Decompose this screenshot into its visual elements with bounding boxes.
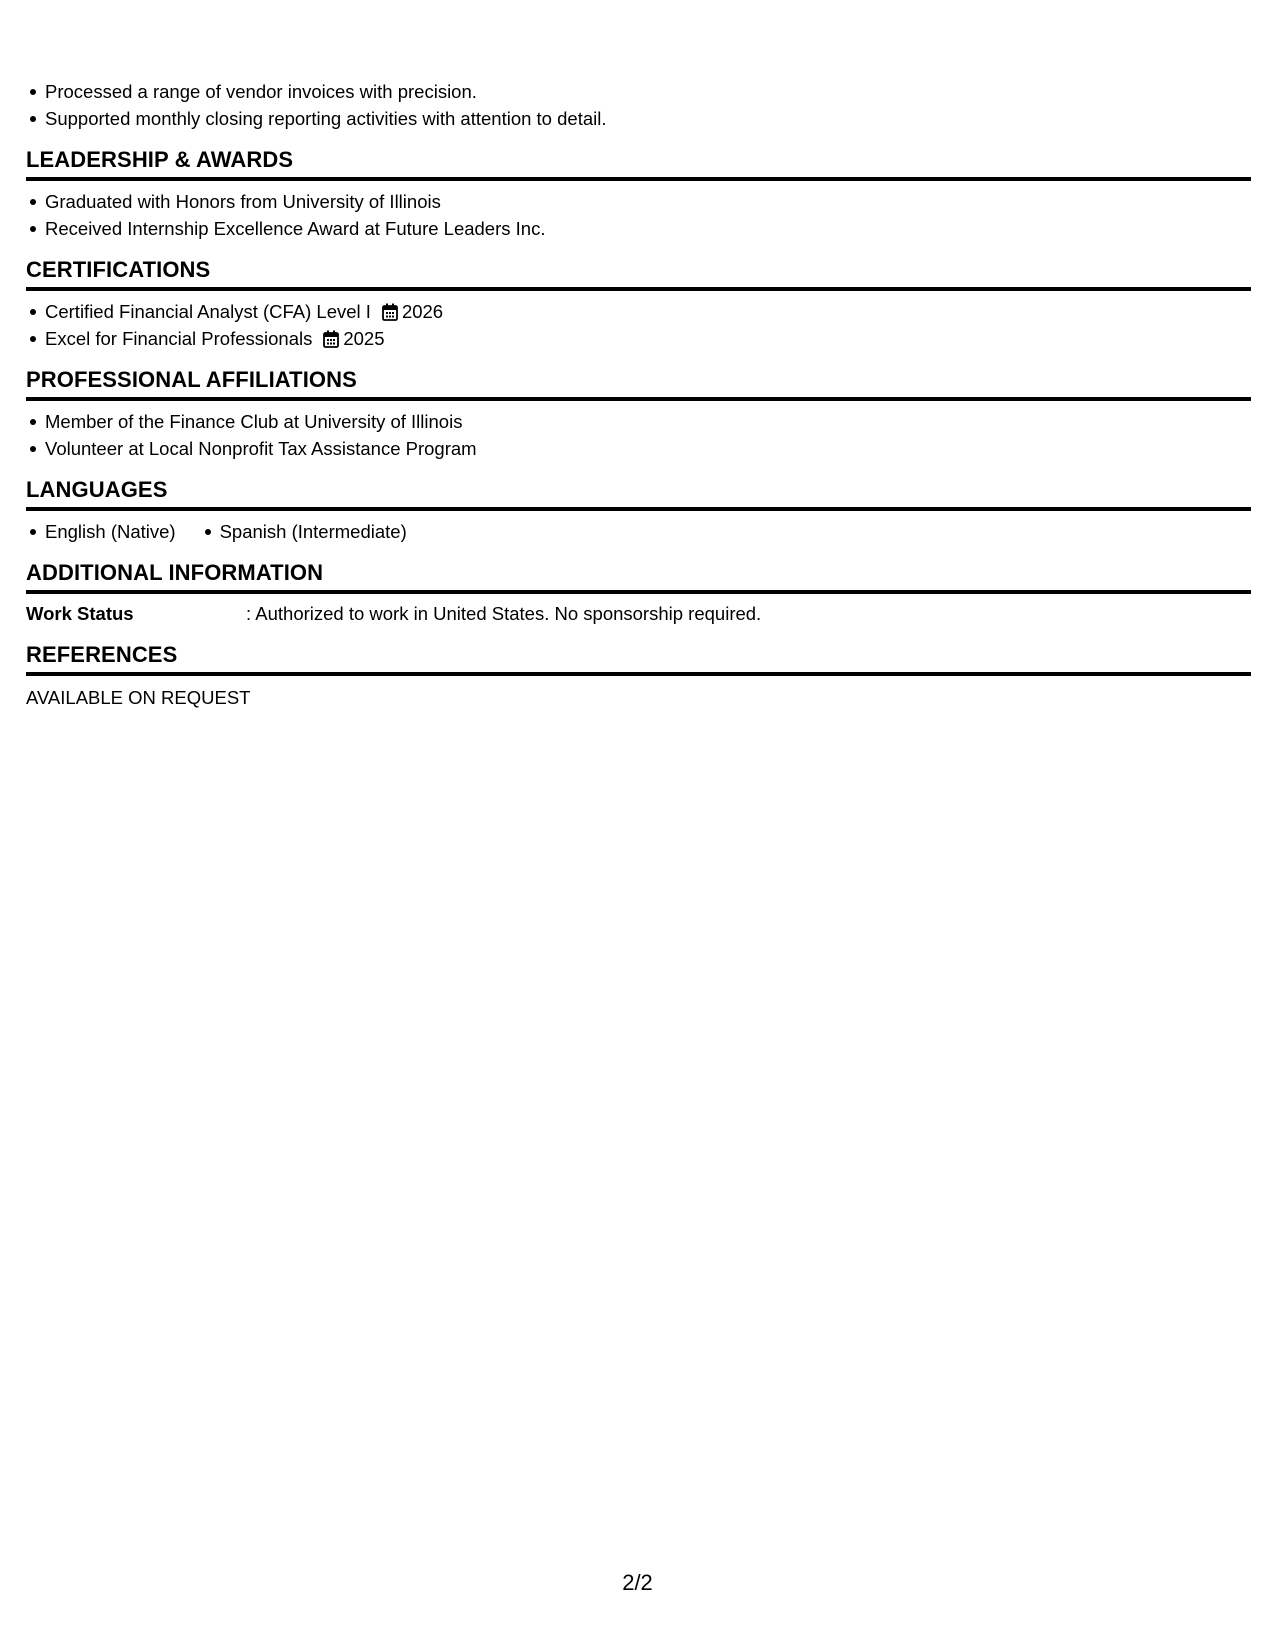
work-status-value: : Authorized to work in United States. No sponsorship required. bbox=[246, 603, 762, 624]
list-item: Supported monthly closing reporting activities with attention to detail. bbox=[45, 105, 1251, 132]
list-item: Volunteer at Local Nonprofit Tax Assistance Program bbox=[45, 435, 1251, 462]
section-heading: LANGUAGES bbox=[26, 476, 1251, 511]
section-heading: REFERENCES bbox=[26, 641, 1251, 676]
experience-continued-list bbox=[26, 78, 1251, 132]
section-heading: LEADERSHIP & AWARDS bbox=[26, 146, 1251, 181]
language-item: English (Native) bbox=[45, 518, 176, 545]
affiliations-list bbox=[26, 408, 1251, 462]
certifications-section bbox=[26, 256, 1251, 352]
certification-item bbox=[45, 298, 1251, 325]
leadership-awards-section bbox=[26, 146, 1251, 242]
affiliations-section bbox=[26, 366, 1251, 462]
calendar-icon bbox=[323, 330, 339, 348]
work-status-label: Work Status bbox=[26, 603, 134, 624]
references-section bbox=[26, 641, 1251, 711]
resume-page-2 bbox=[26, 78, 1251, 711]
list-item: Member of the Finance Club at University of Illinois bbox=[45, 408, 1251, 435]
calendar-icon bbox=[382, 303, 398, 321]
language-item: Spanish (Intermediate) bbox=[220, 518, 407, 545]
certifications-list bbox=[26, 298, 1251, 352]
certification-name: Certified Financial Analyst (CFA) Level I bbox=[45, 301, 371, 322]
certification-item bbox=[45, 325, 1251, 352]
section-heading: PROFESSIONAL AFFILIATIONS bbox=[26, 366, 1251, 401]
page-number: 2/2 bbox=[622, 1570, 653, 1595]
section-heading: CERTIFICATIONS bbox=[26, 256, 1251, 291]
list-item: Processed a range of vendor invoices with precision. bbox=[45, 78, 1251, 105]
languages-list bbox=[26, 518, 1251, 545]
section-heading: ADDITIONAL INFORMATION bbox=[26, 559, 1251, 594]
additional-information-section bbox=[26, 559, 1251, 627]
certification-year: 2025 bbox=[343, 328, 385, 349]
list-item: Received Internship Excellence Award at Future Leaders Inc. bbox=[45, 215, 1251, 242]
references-text: AVAILABLE ON REQUEST bbox=[26, 687, 251, 708]
certification-year: 2026 bbox=[401, 301, 444, 322]
list-item: Graduated with Honors from University of Illinois bbox=[45, 188, 1251, 215]
certification-name: Excel for Financial Professionals bbox=[45, 328, 313, 349]
work-status-row bbox=[26, 601, 1251, 627]
leadership-list bbox=[26, 188, 1251, 242]
languages-section bbox=[26, 476, 1251, 545]
